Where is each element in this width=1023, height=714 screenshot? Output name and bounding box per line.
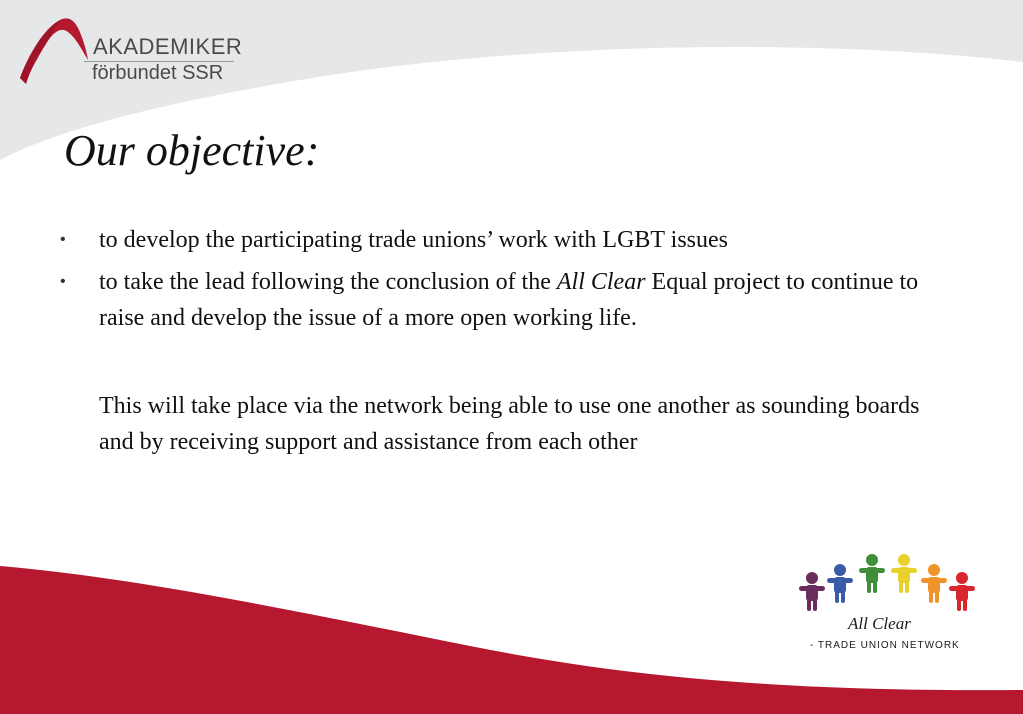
person-figure-icon: [949, 572, 975, 611]
person-figure-icon: [891, 554, 917, 593]
note-text: This will take place via the network being able to use one another as sounding boards and by receiving support and assistance from each other: [99, 393, 920, 455]
bullet-icon: •: [60, 231, 66, 248]
logo-line-1: AKADEMIKER: [93, 34, 243, 59]
bullet-text-continued: Equal project to continue to raise and develop the issue of a more open working life.: [99, 269, 919, 331]
network-note: [92, 388, 942, 460]
bullet-text: to take the lead following the conclusion of the: [99, 269, 557, 295]
bullet-italic-text: All Clear: [556, 269, 646, 295]
list-item: [60, 222, 960, 258]
person-figure-icon: [921, 564, 947, 603]
person-figure-icon: [799, 572, 825, 611]
bullet-icon: •: [60, 273, 66, 290]
person-figure-icon: [827, 564, 853, 603]
logo-line-2: förbundet SSR: [92, 62, 224, 84]
allclear-subtitle: - TRADE UNION NETWORK: [810, 640, 960, 651]
slide-title: Our objective:: [64, 126, 320, 175]
objective-list: [60, 222, 960, 342]
bullet-text: to develop the participating trade unions’ work with LGBT issues: [99, 227, 728, 253]
person-figure-icon: [859, 554, 885, 593]
allclear-name: All Clear: [848, 614, 911, 633]
list-item: [60, 264, 960, 336]
